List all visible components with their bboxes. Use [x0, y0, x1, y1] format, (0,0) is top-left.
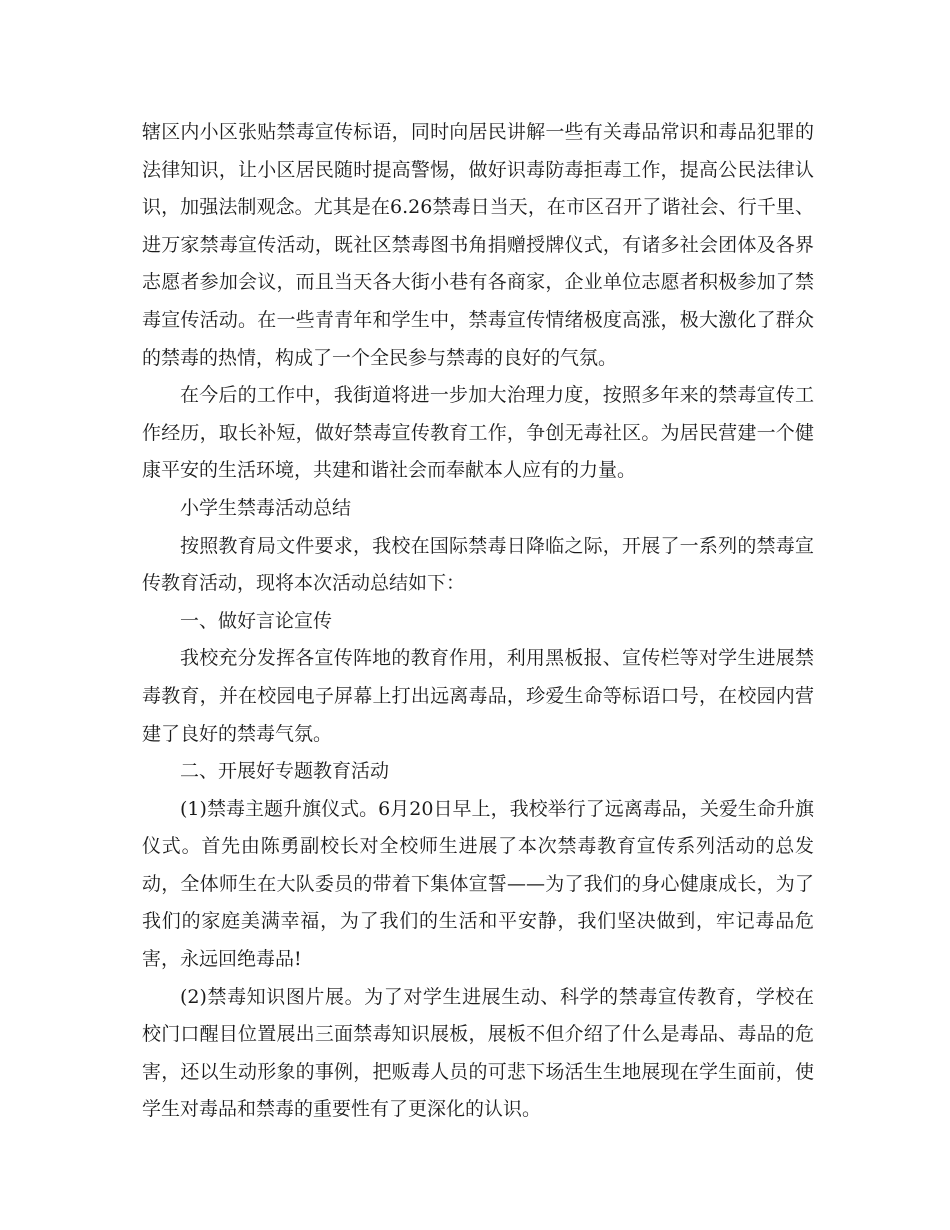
- paragraph-2: 在今后的工作中，我街道将进一步加大治理力度，按照多年来的禁毒宣传工作经历，取长补短，做好禁毒宣传教育工作，争创无毒社区。为居民营建一个健康平安的生活环境，共建和谐社会而奉献本人应有的力量。: [142, 384, 814, 482]
- paragraph-3: 按照教育局文件要求，我校在国际禁毒日降临之际，开展了一系列的禁毒宣传教育活动，现将本次活动总结如下：: [142, 534, 814, 595]
- paragraph-6: (2)禁毒知识图片展。为了对学生进展生动、科学的禁毒宣传教育，学校在校门口醒目位置展出三面禁毒知识展板，展板不但介绍了什么是毒品、毒品的危害，还以生动形象的事例，把贩毒人员的可悲下场活生生地展现在学生面前，使学生对毒品和禁毒的重要性有了更深化的认识。: [142, 985, 814, 1121]
- document-page: [142, 114, 814, 1129]
- paragraph-5: (1)禁毒主题升旗仪式。6月20日早上，我校举行了远离毒品，关爱生命升旗仪式。首先由陈勇副校长对全校师生进展了本次禁毒教育宣传系列活动的总发动，全体师生在大队委员的带着下集体宣誓——为了我们的身心健康成长，为了我们的家庭美满幸福，为了我们的生活和平安静，我们坚决做到，牢记毒品危害，永远回绝毒品!: [142, 797, 814, 971]
- section-heading-summary: 小学生禁毒活动总结: [180, 496, 352, 519]
- section-heading-1: 一、做好言论宣传: [180, 609, 333, 632]
- paragraph-1: 辖区内小区张贴禁毒宣传标语，同时向居民讲解一些有关毒品常识和毒品犯罪的法律知识，让小区居民随时提高警惕，做好识毒防毒拒毒工作，提高公民法律认识，加强法制观念。尤其是在6.26禁毒日当天，在市区召开了谐社会、行千里、进万家禁毒宣传活动，既社区禁毒图书角捐赠授牌仪式，有诸多社会团体及各界志愿者参加会议，而且当天各大街小巷有各商家，企业单位志愿者积极参加了禁毒宣传活动。在一些青青年和学生中，禁毒宣传情绪极度高涨，极大激化了群众的禁毒的热情，构成了一个全民参与禁毒的良好的气氛。: [142, 121, 814, 369]
- section-heading-2: 二、开展好专题教育活动: [180, 760, 390, 783]
- paragraph-4: 我校充分发挥各宣传阵地的教育作用，利用黑板报、宣传栏等对学生进展禁毒教育，并在校园电子屏幕上打出远离毒品，珍爱生命等标语口号，在校园内营建了良好的禁毒气氛。: [142, 647, 814, 745]
